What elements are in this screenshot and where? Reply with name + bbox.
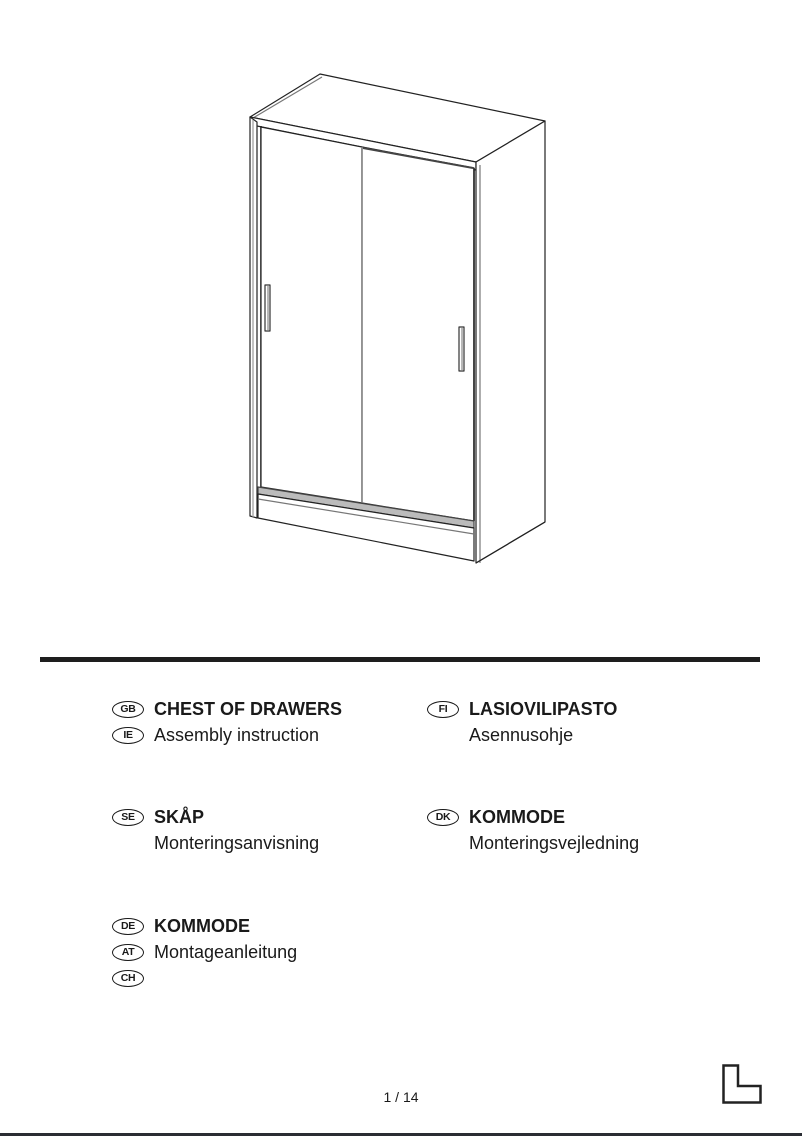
instruction-title: Monteringsvejledning bbox=[469, 832, 640, 853]
product-title: KOMMODE bbox=[154, 915, 250, 936]
country-badge-ch: CH bbox=[112, 970, 144, 987]
language-entry-de bbox=[112, 913, 297, 991]
language-entry-se bbox=[112, 804, 319, 856]
product-title: SKÅP bbox=[154, 806, 205, 827]
country-badge-dk: DK bbox=[427, 809, 459, 826]
product-title: KOMMODE bbox=[469, 806, 565, 827]
section-divider bbox=[40, 657, 760, 662]
country-badge-gb: GB bbox=[112, 701, 144, 718]
instruction-title: Montageanleitung bbox=[154, 941, 298, 962]
page-number: 1 / 14 bbox=[383, 1089, 419, 1105]
language-entry-dk bbox=[427, 804, 639, 856]
language-entry-gb bbox=[112, 696, 342, 748]
instruction-title: Asennusohje bbox=[469, 724, 574, 745]
country-badge-de: DE bbox=[112, 918, 144, 935]
country-badge-at: AT bbox=[112, 944, 144, 961]
country-badge-se: SE bbox=[112, 809, 144, 826]
country-badge-fi: FI bbox=[427, 701, 459, 718]
instruction-title: Monteringsanvisning bbox=[154, 832, 320, 853]
product-title: LASIOVILIPASTO bbox=[469, 698, 618, 719]
product-title: CHEST OF DRAWERS bbox=[154, 698, 343, 719]
country-badge-ie: IE bbox=[112, 727, 144, 744]
l-shape-icon bbox=[722, 1064, 762, 1104]
instruction-title: Assembly instruction bbox=[154, 724, 320, 745]
language-entry-fi bbox=[427, 696, 617, 748]
